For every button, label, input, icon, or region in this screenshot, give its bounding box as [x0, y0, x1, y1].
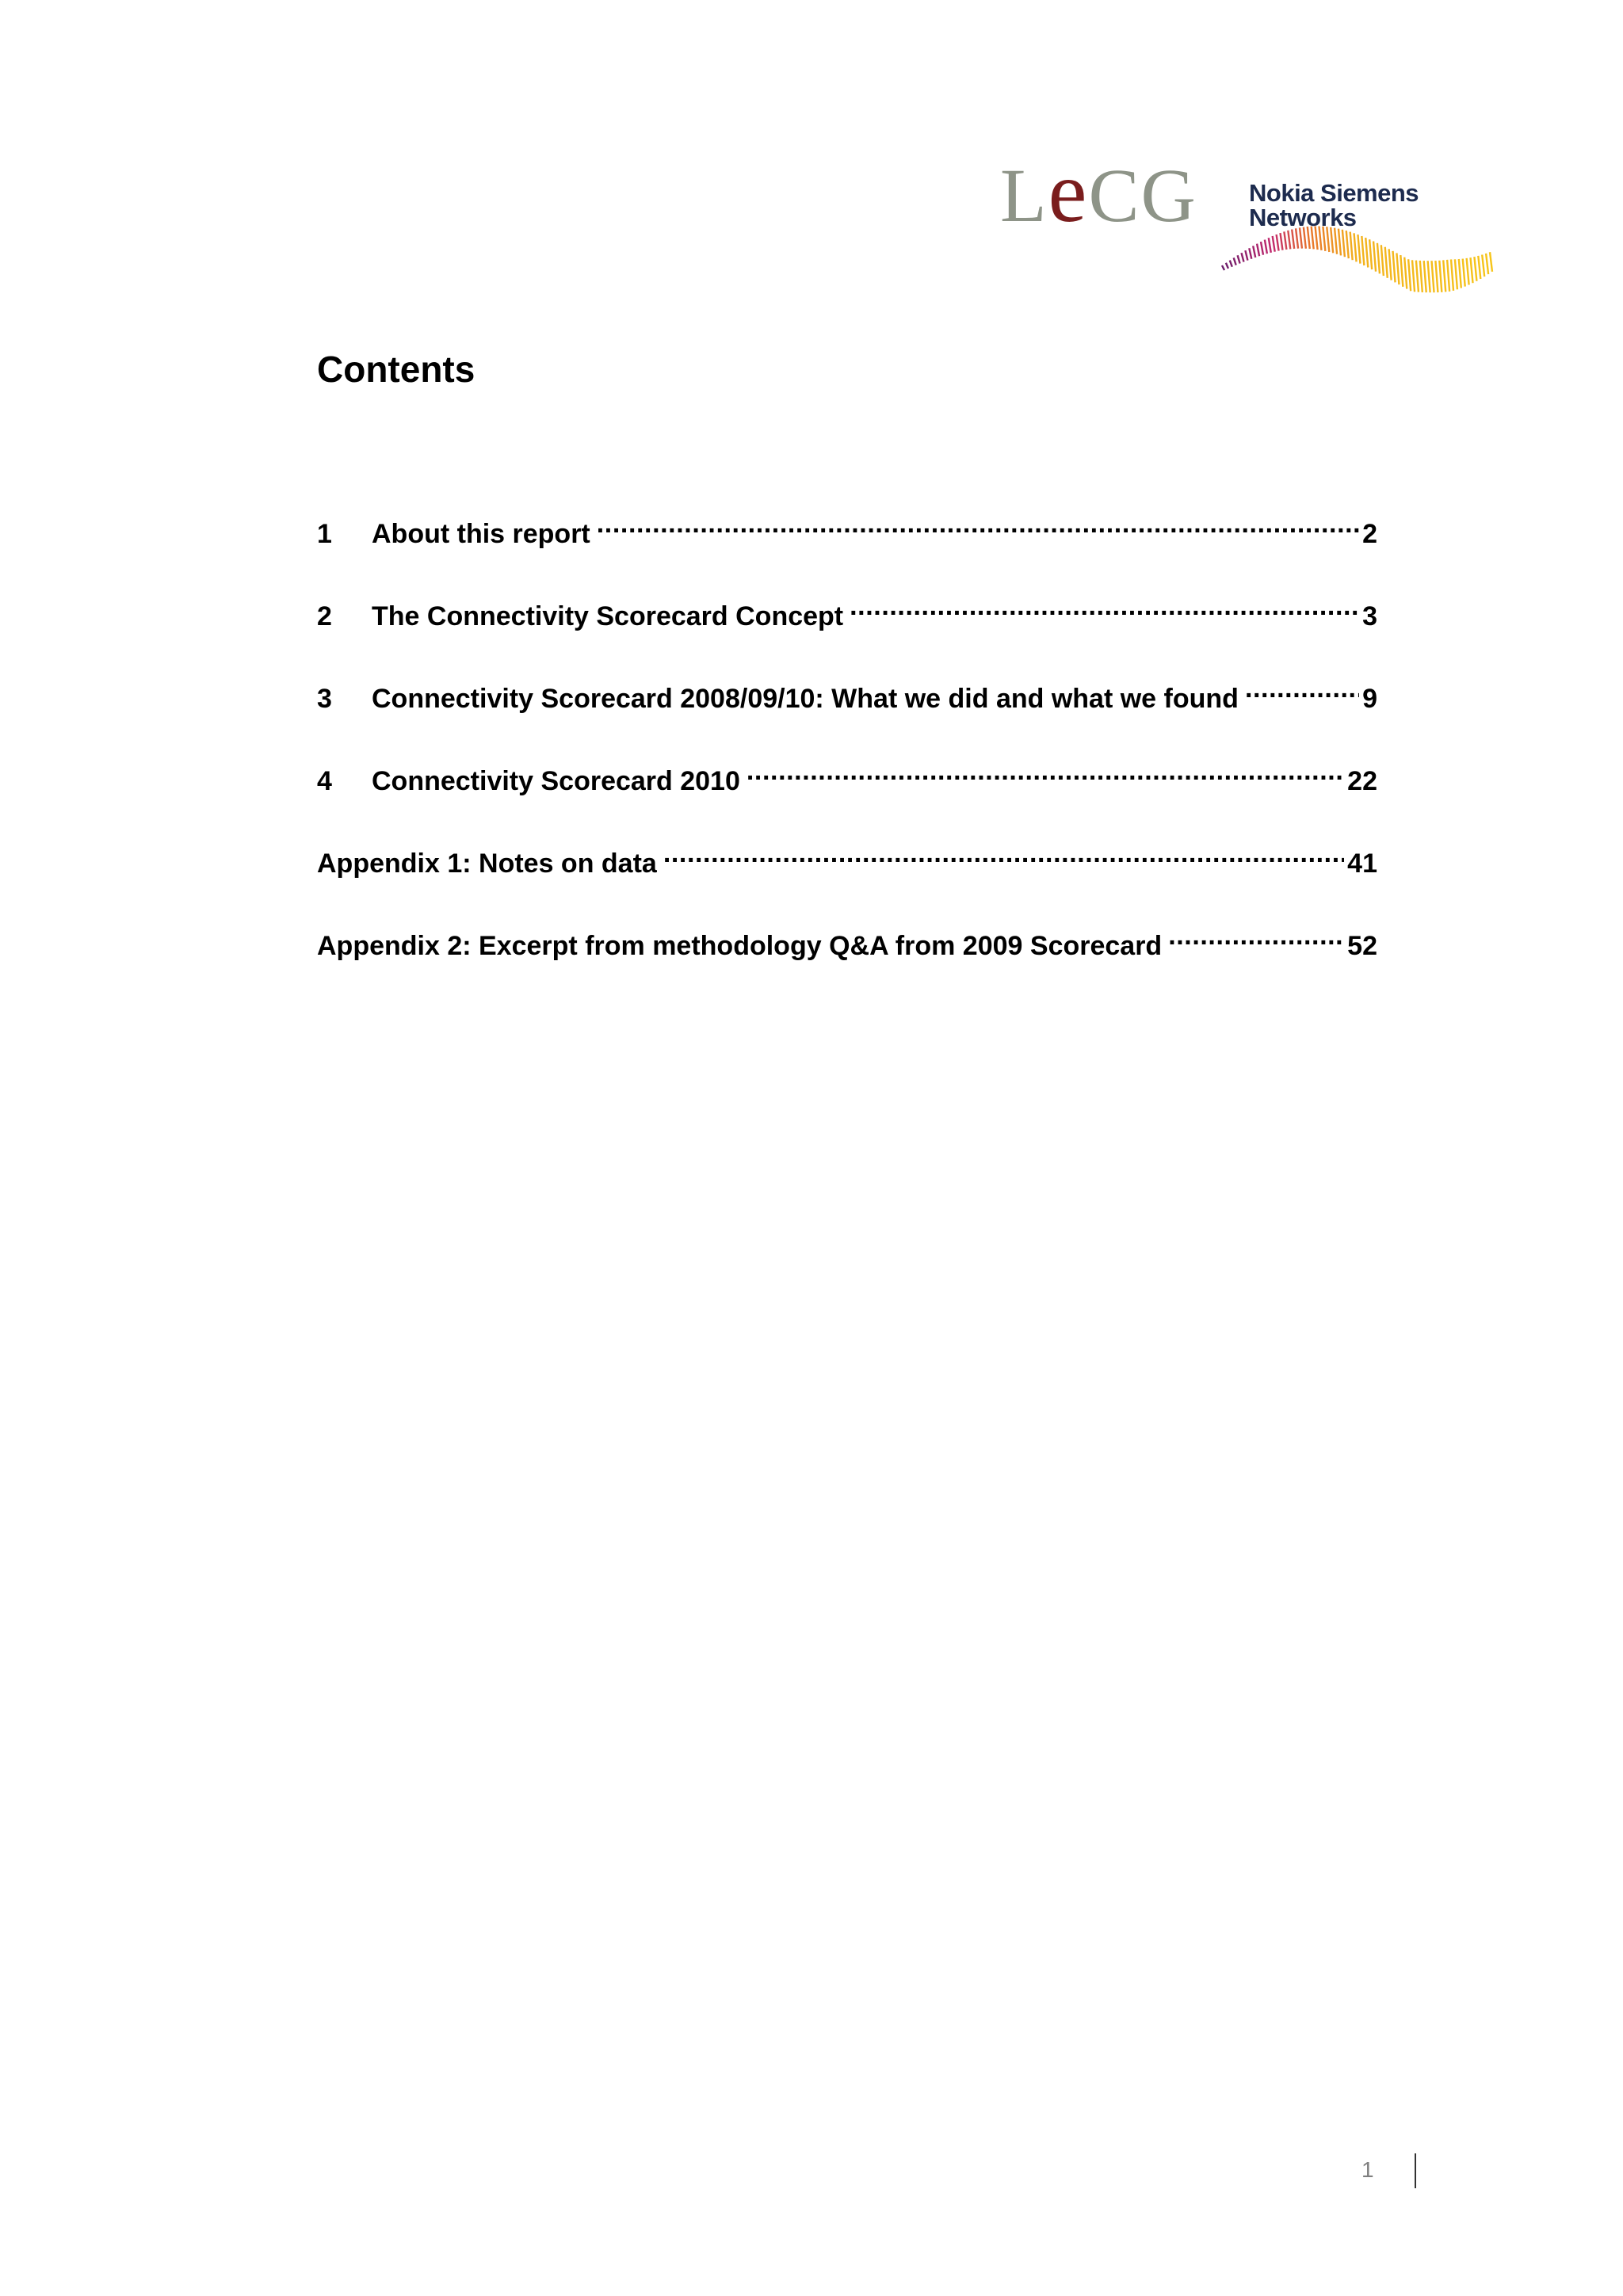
wave-stripe	[1269, 238, 1271, 253]
wave-stripe	[1338, 229, 1341, 256]
toc-entry-page: 22	[1347, 766, 1377, 796]
wave-stripe	[1455, 259, 1457, 289]
wave-stripe	[1471, 257, 1473, 283]
wave-stripe	[1280, 233, 1282, 250]
wave-stripe	[1284, 231, 1286, 250]
nsn-logo-text	[1249, 181, 1419, 230]
toc-entry-page: 3	[1362, 601, 1377, 631]
page-title: Contents	[317, 349, 475, 390]
toc-entry-title: About this report	[372, 519, 590, 549]
table-of-contents	[317, 505, 1377, 999]
wave-stripe	[1361, 236, 1364, 265]
wave-stripe	[1292, 229, 1294, 248]
wave-stripe	[1238, 255, 1240, 263]
wave-stripe	[1428, 261, 1430, 292]
toc-entry-page: 9	[1362, 684, 1377, 714]
wave-stripe	[1249, 248, 1251, 259]
toc-dot-leader	[597, 505, 1359, 543]
wave-stripe	[1261, 242, 1263, 255]
toc-entry[interactable]	[317, 587, 1377, 669]
toc-entry-number: 2	[317, 601, 332, 631]
wave-stripe	[1490, 252, 1492, 272]
wave-stripe	[1432, 261, 1434, 292]
toc-entry[interactable]	[317, 669, 1377, 752]
wave-stripe	[1253, 246, 1255, 257]
wave-stripe	[1435, 261, 1438, 292]
wave-stripe	[1288, 231, 1290, 250]
wave-stripe	[1424, 261, 1426, 292]
toc-entry[interactable]	[317, 505, 1377, 587]
wave-stripe	[1443, 260, 1445, 292]
wave-stripe	[1420, 261, 1423, 292]
wave-stripe	[1467, 258, 1469, 285]
nsn-logo-line1: Nokia Siemens	[1249, 179, 1419, 207]
wave-stripe	[1439, 261, 1442, 292]
lecg-logo-l: L	[1000, 153, 1048, 238]
wave-stripe	[1222, 265, 1224, 270]
toc-entry-page: 41	[1347, 849, 1377, 879]
toc-entry-title: Connectivity Scorecard 2010	[372, 766, 740, 796]
wave-stripe	[1346, 231, 1349, 258]
wave-stripe	[1245, 250, 1247, 260]
wave-stripe	[1396, 253, 1399, 284]
footer-divider	[1415, 2153, 1416, 2188]
wave-stripe	[1412, 260, 1415, 292]
toc-entry[interactable]	[317, 752, 1377, 834]
toc-dot-leader	[1245, 669, 1359, 707]
wave-stripe	[1404, 257, 1407, 289]
wave-stripe	[1447, 260, 1449, 292]
wave-stripe	[1482, 255, 1484, 277]
wave-stripe	[1474, 257, 1476, 281]
toc-entry[interactable]	[317, 834, 1377, 917]
toc-dot-leader	[1168, 917, 1344, 955]
wave-stripe	[1389, 249, 1392, 280]
toc-dot-leader	[850, 587, 1359, 625]
wave-stripe	[1273, 236, 1275, 252]
wave-stripe	[1342, 230, 1345, 257]
page-number: 1	[1361, 2157, 1374, 2182]
wave-stripe	[1358, 235, 1360, 264]
wave-stripe	[1354, 233, 1357, 261]
wave-stripe	[1257, 244, 1259, 257]
wave-stripe	[1277, 235, 1279, 251]
wave-stripe	[1393, 251, 1396, 283]
wave-stripe	[1408, 259, 1411, 291]
wave-stripe	[1365, 238, 1368, 267]
wave-stripe	[1385, 247, 1388, 278]
wave-stripe	[1478, 256, 1480, 279]
wave-stripe	[1335, 228, 1337, 254]
wave-stripe	[1416, 261, 1419, 292]
toc-dot-leader	[747, 752, 1344, 790]
toc-entry-number: 3	[317, 684, 332, 714]
wave-stripe	[1463, 259, 1465, 287]
wave-stripe	[1350, 232, 1353, 261]
toc-entry-title: Appendix 1: Notes on data	[317, 849, 657, 879]
wave-stripe	[1369, 239, 1372, 269]
wave-stripe	[1400, 255, 1403, 287]
wave-stripe	[1265, 240, 1267, 254]
wave-stripe	[1381, 245, 1384, 276]
toc-entry-number: 1	[317, 519, 332, 549]
wave-stripe	[1296, 228, 1298, 248]
lecg-logo-e: e	[1048, 143, 1089, 240]
toc-entry[interactable]	[317, 917, 1377, 999]
nsn-logo-line2: Networks	[1249, 204, 1357, 231]
lecg-logo-cg: CG	[1088, 153, 1197, 238]
toc-entry-number: 4	[317, 766, 332, 796]
toc-entry-title: The Connectivity Scorecard Concept	[372, 601, 844, 631]
wave-stripe	[1486, 254, 1488, 274]
toc-entry-title: Connectivity Scorecard 2008/09/10: What we did and what we found	[372, 684, 1239, 714]
nokia-siemens-networks-logo	[1220, 181, 1498, 299]
wave-stripe	[1373, 241, 1376, 271]
toc-dot-leader	[663, 834, 1344, 872]
wave-stripe	[1241, 253, 1243, 261]
toc-entry-title: Appendix 2: Excerpt from methodology Q&A from 2009 Scorecard	[317, 931, 1163, 961]
wave-stripe	[1451, 259, 1453, 290]
wave-stripe	[1230, 261, 1232, 267]
wave-stripe	[1226, 263, 1228, 269]
toc-entry-page: 2	[1362, 519, 1377, 549]
lecg-logo	[1000, 143, 1197, 240]
wave-stripe	[1377, 243, 1380, 274]
wave-stripe	[1459, 259, 1461, 288]
wave-stripe	[1234, 257, 1236, 265]
toc-entry-page: 52	[1347, 931, 1377, 961]
